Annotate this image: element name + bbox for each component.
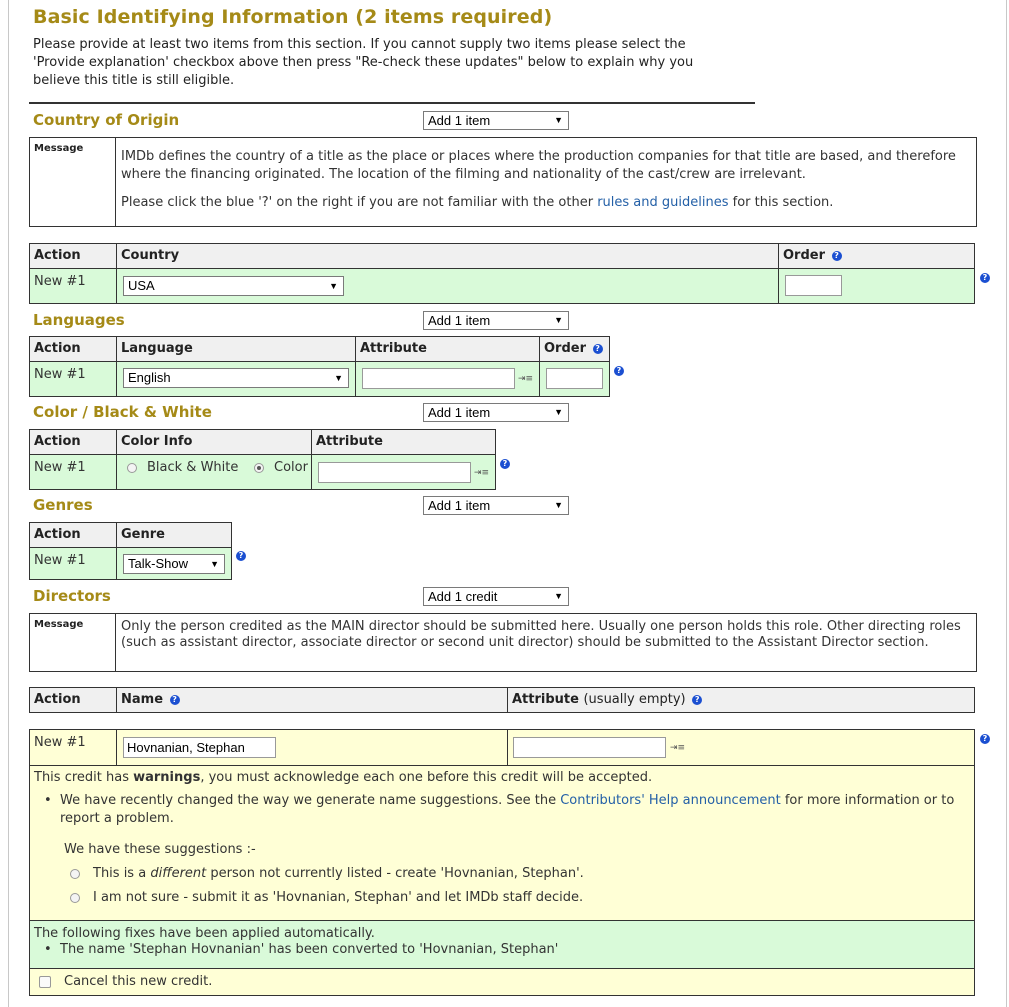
directors-add-select-value: Add 1 credit (428, 589, 498, 604)
bullet-pre: We have recently changed the way we generate name suggestions. See the (60, 793, 561, 808)
directors-header-name-label: Name (121, 692, 164, 707)
director-name-input[interactable]: Hovnanian, Stephan (123, 737, 276, 758)
country-message-label: Message (30, 138, 116, 226)
languages-attribute-cell (355, 361, 540, 397)
languages-row-cell (116, 361, 356, 397)
country-message-text (121, 148, 968, 222)
genres-header-genre: Genre (116, 522, 232, 548)
warning-pre: This credit has (34, 770, 134, 785)
auto-fixes-item: The name 'Stephan Hovnanian' has been converted to 'Hovnanian, Stephan' (60, 942, 559, 957)
color-add-select[interactable] (423, 403, 569, 422)
language-select-value: English (128, 370, 171, 385)
suggestions-label: We have these suggestions :- (64, 842, 256, 857)
chevron-down-icon: ▼ (554, 407, 563, 417)
warning-bold: warnings (133, 770, 201, 785)
suggestion1-pre: This is a (93, 866, 151, 881)
country-select[interactable] (123, 276, 344, 296)
language-attribute-input[interactable] (362, 368, 515, 389)
warning-post: , you must acknowledge each one before this credit will be accepted. (200, 770, 653, 785)
bw-radio[interactable] (127, 463, 137, 473)
directors-header-name (116, 687, 508, 713)
directors-row-name-cell (116, 729, 508, 766)
country-header-action: Action (29, 243, 117, 269)
color-header-action: Action (29, 429, 117, 455)
languages-order-cell (539, 361, 610, 397)
languages-header-order (539, 336, 610, 362)
bullet-post: for more information or to report a problem. (60, 793, 955, 826)
languages-section-title: Languages (33, 311, 125, 329)
chevron-down-icon: ▼ (554, 115, 563, 125)
country-message-p2 (121, 194, 968, 212)
chevron-down-icon: ▼ (210, 559, 219, 569)
languages-row-action: New #1 (29, 361, 117, 397)
directors-add-select[interactable] (423, 587, 569, 606)
contributors-help-link[interactable]: Contributors' Help announcement (560, 793, 781, 808)
color-add-select-value: Add 1 item (428, 405, 491, 420)
directors-header-attribute (507, 687, 975, 713)
suggestion-not-sure-radio[interactable] (70, 893, 80, 903)
suggestion1-post: person not currently listed - create 'Hovnanian, Stephan'. (206, 866, 584, 881)
languages-header-order-label: Order (544, 341, 586, 356)
color-radio[interactable] (254, 463, 264, 473)
page-border-left (8, 0, 9, 1007)
help-icon[interactable]: ? (500, 459, 510, 469)
help-icon[interactable]: ? (593, 344, 603, 354)
directors-message-text: Only the person credited as the MAIN director should be submitted here. Usually one person holds this role. Other directing roles (such as assistant director, associate director or second unit director) should be submitted to the Assistant Director section. (121, 619, 961, 650)
suggestion-create-label (93, 866, 584, 881)
attribute-picker-icon[interactable]: ⇥≡ (474, 468, 490, 478)
languages-add-select[interactable] (423, 311, 569, 330)
bw-radio-label: Black & White (147, 460, 239, 475)
languages-add-select-value: Add 1 item (428, 313, 491, 328)
country-add-select-value: Add 1 item (428, 113, 491, 128)
genre-select[interactable] (123, 554, 225, 574)
genres-section-title: Genres (33, 496, 93, 514)
language-order-input[interactable] (546, 368, 603, 389)
color-header-color-info: Color Info (116, 429, 312, 455)
auto-fixes-title: The following fixes have been applied automatically. (34, 926, 375, 941)
languages-header-attribute: Attribute (355, 336, 540, 362)
directors-row-attribute-cell (507, 729, 975, 766)
country-select-value: USA (128, 278, 155, 293)
help-icon[interactable]: ? (832, 251, 842, 261)
color-header-attribute: Attribute (311, 429, 496, 455)
color-attribute-cell (311, 454, 496, 490)
country-row-cell (116, 268, 779, 304)
color-radio-label: Color (274, 460, 308, 475)
chevron-down-icon: ▼ (554, 315, 563, 325)
genres-header-action: Action (29, 522, 117, 548)
page-title: Basic Identifying Information (2 items required) (33, 6, 553, 28)
help-icon[interactable]: ? (614, 366, 624, 376)
rules-guidelines-link[interactable]: rules and guidelines (597, 195, 729, 210)
country-message-box (29, 137, 977, 227)
color-row-cell (116, 454, 312, 490)
genre-select-value: Talk-Show (128, 556, 188, 571)
directors-section-title: Directors (33, 587, 111, 605)
genres-row-action: New #1 (29, 547, 117, 580)
color-section-title: Color / Black & White (33, 403, 212, 421)
directors-header-attribute-label: Attribute (512, 692, 579, 707)
name-suggestion-notice (60, 792, 970, 828)
auto-fixes-box (29, 920, 975, 969)
country-message-p2-post: for this section. (728, 195, 834, 210)
help-icon[interactable]: ? (170, 695, 180, 705)
country-message-p1: IMDb defines the country of a title as the place or places where the production companies for that title are based, and therefore where the financing originated. The location of the filming and nationality of the cast/crew are irrelevant. (121, 149, 956, 182)
country-header-country: Country (116, 243, 779, 269)
chevron-down-icon: ▼ (329, 281, 338, 291)
chevron-down-icon: ▼ (554, 591, 563, 601)
page-border-right (1006, 0, 1007, 1007)
directors-header-attribute-note: (usually empty) (583, 692, 686, 707)
color-row-action: New #1 (29, 454, 117, 490)
languages-header-action: Action (29, 336, 117, 362)
languages-header-language: Language (116, 336, 356, 362)
suggestion-create-radio[interactable] (70, 869, 80, 879)
color-attribute-input[interactable] (318, 462, 471, 483)
country-order-cell (778, 268, 975, 304)
attribute-picker-icon[interactable]: ⇥≡ (518, 374, 534, 384)
genres-add-select[interactable] (423, 496, 569, 515)
director-attribute-input[interactable] (513, 737, 666, 758)
help-icon[interactable]: ? (236, 551, 246, 561)
directors-message-box (29, 613, 977, 672)
help-icon[interactable]: ? (980, 273, 990, 283)
chevron-down-icon: ▼ (554, 500, 563, 510)
country-section-title: Country of Origin (33, 111, 180, 129)
chevron-down-icon: ▼ (334, 373, 343, 383)
cancel-credit-checkbox[interactable] (39, 976, 51, 988)
country-message-p2-pre: Please click the blue '?' on the right if you are not familiar with the other (121, 195, 598, 210)
directors-message-label: Message (30, 614, 116, 671)
help-icon[interactable]: ? (692, 695, 702, 705)
directors-row-action: New #1 (29, 729, 117, 766)
intro-text: Please provide at least two items from this section. If you cannot supply two items please select the 'Provide explanation' checkbox above then press "Re-check these updates" below to explain why you believe this title is still eligible. (33, 37, 694, 88)
cancel-credit-row (29, 968, 975, 996)
country-row-action: New #1 (29, 268, 117, 304)
language-select[interactable] (123, 368, 349, 388)
section-divider (29, 102, 755, 104)
country-order-input[interactable] (785, 275, 842, 296)
directors-header-action: Action (29, 687, 117, 713)
credit-warning-text (34, 770, 652, 785)
country-header-order-label: Order (783, 248, 825, 263)
cancel-credit-label: Cancel this new credit. (64, 974, 213, 989)
bullet-dot: • (44, 942, 52, 957)
help-icon[interactable]: ? (980, 734, 990, 744)
country-header-order (778, 243, 975, 269)
bullet-dot: • (44, 793, 52, 808)
suggestion1-em: different (150, 866, 207, 881)
genres-add-select-value: Add 1 item (428, 498, 491, 513)
genres-row-cell (116, 547, 232, 580)
attribute-picker-icon[interactable]: ⇥≡ (670, 743, 686, 753)
country-add-select[interactable] (423, 111, 569, 130)
suggestion-not-sure-label: I am not sure - submit it as 'Hovnanian, Stephan' and let IMDb staff decide. (93, 890, 584, 905)
credit-warning-box (29, 765, 975, 921)
